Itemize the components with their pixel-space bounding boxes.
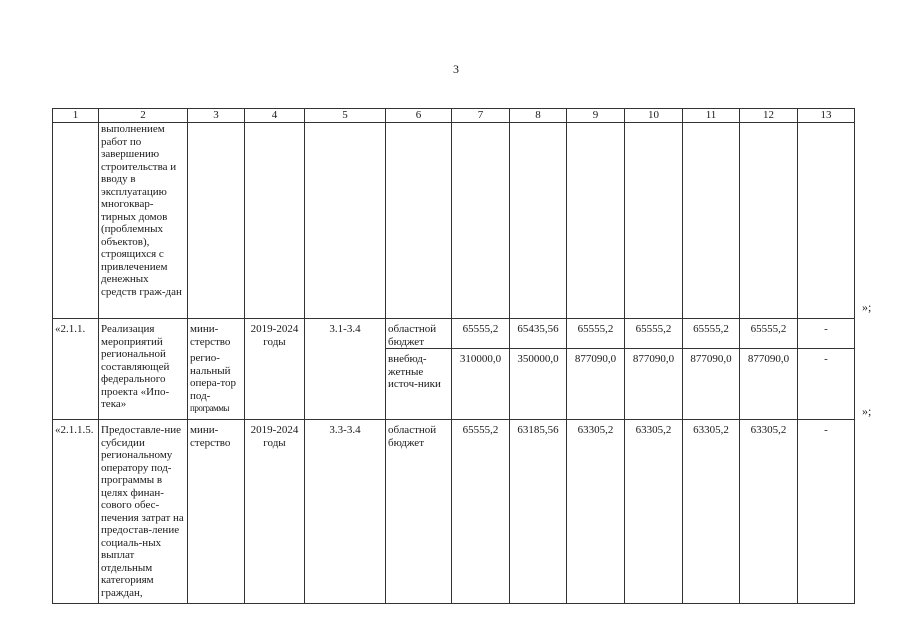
indicators: 3.1-3.4 — [305, 319, 386, 420]
value-cell: 63185,56 — [510, 420, 567, 604]
indicators: 3.3-3.4 — [305, 420, 386, 604]
value-cell: 65435,56 — [510, 319, 567, 349]
header-row — [53, 109, 855, 123]
header-col-1: 1 — [53, 109, 99, 123]
continuation-text: выполнением работ по завершению строительства и вводу в эксплуатацию многоквар-тирных домов (проблемных объектов), строящихся с привлечением денежных средств граж-дан — [99, 123, 188, 319]
measure-name: Реализация мероприятий региональной составляющей федерального проекта «Ипо-тека» — [99, 319, 188, 420]
row-number: «2.1.1. — [53, 319, 99, 420]
executor-operator: регио-нальный опера-тор под- — [190, 352, 236, 402]
years: 2019-2024 годы — [245, 420, 305, 604]
value-cell: 350000,0 — [510, 349, 567, 420]
header-col-10: 10 — [625, 109, 683, 123]
page-number: 3 — [453, 62, 459, 76]
value-cell: 65555,2 — [740, 319, 798, 349]
row-2-1-1-5 — [53, 420, 855, 604]
header-col-4: 4 — [245, 109, 305, 123]
value-cell: 310000,0 — [452, 349, 510, 420]
header-col-11: 11 — [683, 109, 740, 123]
value-cell: - — [798, 420, 855, 604]
value-cell: 65555,2 — [452, 319, 510, 349]
value-cell: 877090,0 — [567, 349, 625, 420]
continuation-row — [53, 123, 855, 319]
value-cell: 63305,2 — [625, 420, 683, 604]
funding-source: внебюд-жетные источ-ники — [386, 349, 452, 420]
value-cell: 65555,2 — [567, 319, 625, 349]
header-col-6: 6 — [386, 109, 452, 123]
budget-table — [52, 108, 855, 604]
executor-ministry: мини-стерство — [188, 420, 245, 604]
executor-operator-end: программы — [190, 403, 229, 413]
executor-ministry: мини-стерство — [190, 323, 231, 348]
executor-cell — [188, 319, 245, 420]
header-col-8: 8 — [510, 109, 567, 123]
row-2-1-1-a — [53, 319, 855, 349]
years: 2019-2024 годы — [245, 319, 305, 420]
header-col-9: 9 — [567, 109, 625, 123]
funding-source: областной бюджет — [386, 420, 452, 604]
header-col-7: 7 — [452, 109, 510, 123]
header-col-3: 3 — [188, 109, 245, 123]
value-cell: 63305,2 — [740, 420, 798, 604]
header-col-12: 12 — [740, 109, 798, 123]
value-cell: 877090,0 — [625, 349, 683, 420]
header-col-13: 13 — [798, 109, 855, 123]
measure-name: Предоставле-ние субсидии региональному оператору под-программы в целях финан-сового обес-печения затрат на предостав-ление социаль-ных выплат отдельным категориям граждан, — [99, 420, 188, 604]
value-cell: - — [798, 319, 855, 349]
value-cell: 65555,2 — [683, 319, 740, 349]
value-cell: 63305,2 — [683, 420, 740, 604]
funding-source: областной бюджет — [386, 319, 452, 349]
row-number: «2.1.1.5. — [53, 420, 99, 604]
header-col-5: 5 — [305, 109, 386, 123]
value-cell: 63305,2 — [567, 420, 625, 604]
closing-quote-2: »; — [862, 404, 872, 418]
value-cell: 877090,0 — [740, 349, 798, 420]
value-cell: 877090,0 — [683, 349, 740, 420]
value-cell: 65555,2 — [452, 420, 510, 604]
closing-quote-1: »; — [862, 300, 872, 314]
value-cell: 65555,2 — [625, 319, 683, 349]
header-col-2: 2 — [99, 109, 188, 123]
value-cell: - — [798, 349, 855, 420]
